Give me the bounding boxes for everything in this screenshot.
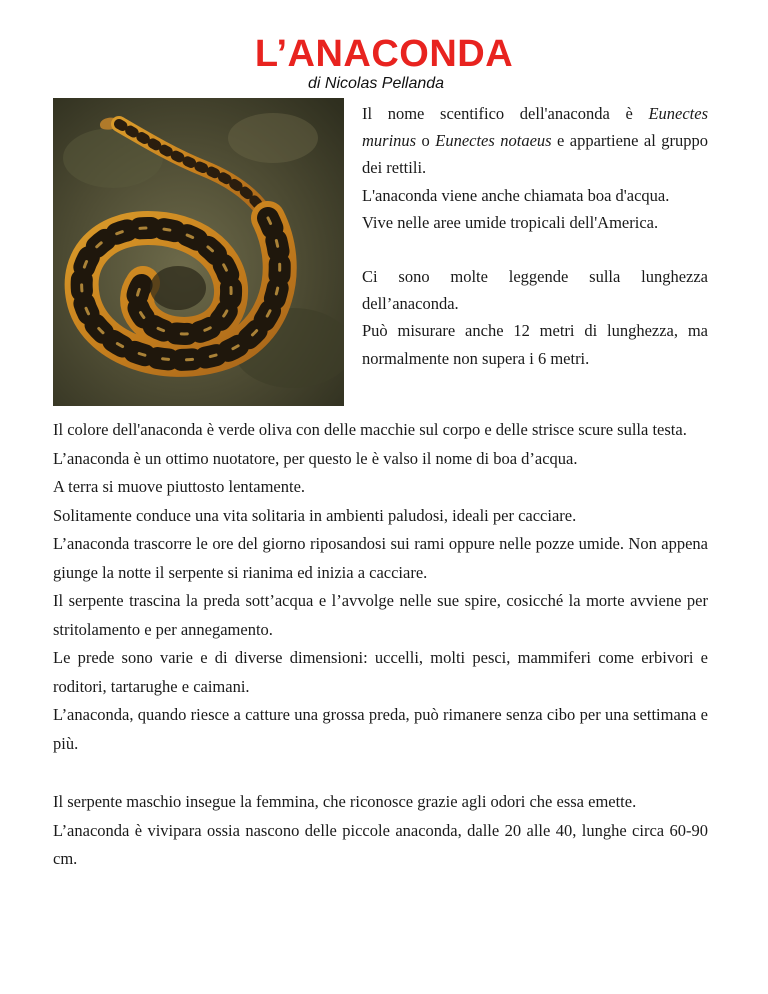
- author-line: di Nicolas Pellanda: [308, 75, 445, 92]
- intro-paragraph: L'anaconda viene anche chiamata boa d'acqua.: [362, 185, 670, 205]
- intro-column: [362, 100, 708, 372]
- body-paragraph: L’anaconda, quando riesce a catture una grossa preda, può rimanere senza cibo per una settimana e più.: [53, 705, 708, 753]
- body-paragraph: L’anaconda è vivipara ossia nascono delle piccole anaconda, dalle 20 alle 40, lunghe circa 60-90 cm.: [53, 820, 708, 868]
- main-text: [53, 416, 708, 874]
- body-paragraph: Il serpente trascina la preda sott’acqua e l’avvolge nelle sue spire, cosicché la morte avviene per stritolamento e per annegamento.: [53, 591, 708, 639]
- body-paragraph: L’anaconda trascorre le ore del giorno riposandosi sui rami oppure nelle pozze umide. Non appena giunge la notte il serpente si rianima ed inizia a cacciare.: [53, 534, 708, 582]
- scientific-name: Eunectes murinus: [362, 104, 708, 151]
- scientific-name: Eunectes notaeus: [435, 131, 552, 151]
- anaconda-photo: [53, 98, 344, 406]
- intro-paragraph: Può misurare anche 12 metri di lunghezza, ma normalmente non supera i 6 metri.: [362, 321, 708, 368]
- intro-paragraph: Il nome scentifico dell'anaconda è Eunectes murinus o Eunectes notaeus e appartiene al gruppo dei rettili.: [362, 104, 709, 178]
- body-paragraph: Il colore dell'anaconda è verde oliva con delle macchie sul corpo e delle strisce scure sulla testa.: [53, 420, 687, 439]
- page-title: L’ANACONDA: [254, 33, 514, 75]
- body-paragraph: Il serpente maschio insegue la femmina, che riconosce grazie agli odori che essa emette.: [53, 792, 637, 811]
- body-paragraph: L’anaconda è un ottimo nuotatore, per questo le è valso il nome di boa d’acqua.: [53, 448, 578, 468]
- intro-paragraph: Vive nelle aree umide tropicali dell'America.: [362, 212, 659, 232]
- intro-paragraph: Ci sono molte leggende sulla lunghezza dell’anaconda.: [362, 267, 708, 314]
- body-paragraph: A terra si muove piuttosto lentamente.: [53, 477, 306, 496]
- body-paragraph: Le prede sono varie e di diverse dimensioni: uccelli, molti pesci, mammiferi come erbivori e roditori, tartarughe e caimani.: [53, 648, 708, 696]
- body-paragraph: Solitamente conduce una vita solitaria in ambienti paludosi, ideali per cacciare.: [53, 505, 577, 525]
